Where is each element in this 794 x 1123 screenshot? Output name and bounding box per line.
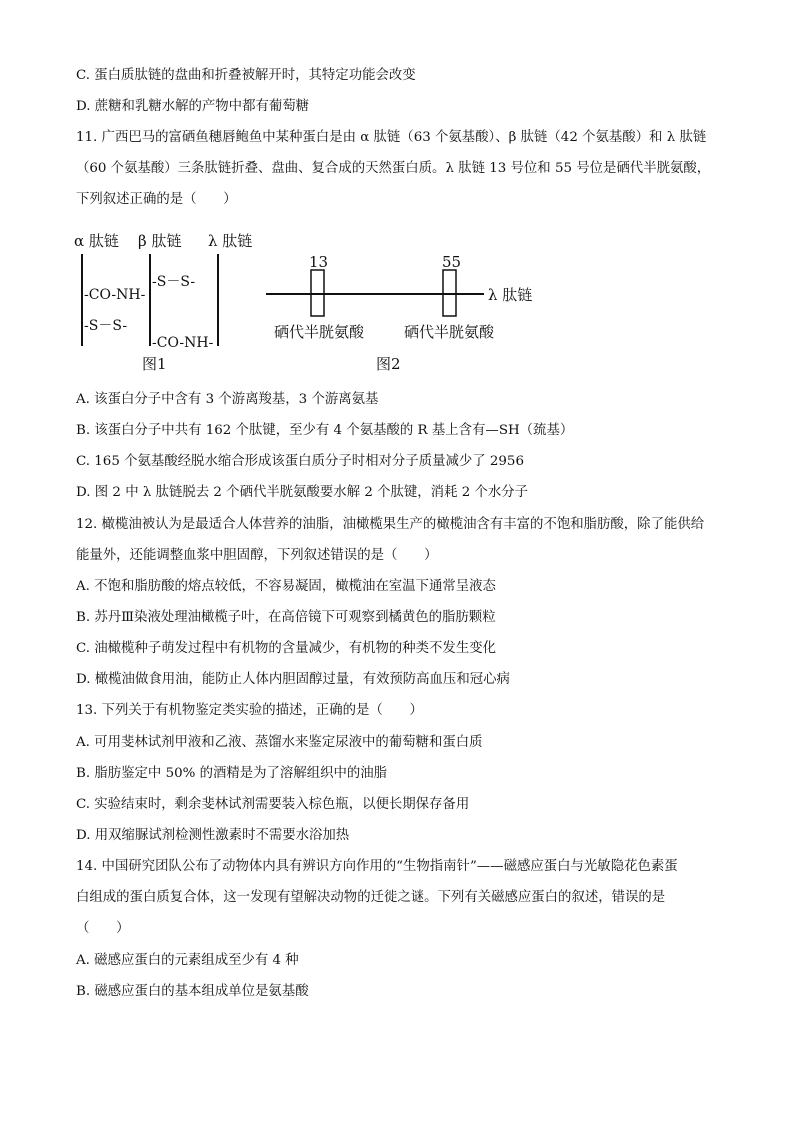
question-13-stem: 13. 下列关于有机物鉴定类实验的描述，正确的是（ ）	[76, 703, 423, 718]
lambda-chain-end-label: λ 肽链	[488, 286, 533, 304]
option-11b: B. 该蛋白分子中共有 162 个肽键，至少有 4 个氨基酸的 R 基上含有—SH（巯基）	[76, 423, 574, 438]
figure-1-caption: 图1	[142, 355, 167, 373]
question-14-stem-2: 白组成的蛋白质复合体，这一发现有望解决动物的迁徙之谜。下列有关磁感应蛋白的叙述，错误的是	[76, 890, 666, 905]
conh-bond-beta-lambda: -CO-NH-	[152, 335, 214, 351]
option-12c: C. 油橄榄种子萌发过程中有机物的含量减少，有机物的种类不发生变化	[76, 641, 496, 656]
residue-13-name: 硒代半胱氨酸	[274, 323, 365, 341]
alpha-chain-label: α 肽链	[74, 232, 119, 250]
question-11-stem-3: 下列叙述正确的是（ ）	[76, 192, 237, 207]
option-12a: A. 不饱和脂肪酸的熔点较低，不容易凝固，橄榄油在室温下通常呈液态	[76, 579, 496, 594]
question-12-stem-1: 12. 橄榄油被认为是最适合人体营养的油脂，油橄榄果生产的橄榄油含有丰富的不饱和脂肪酸，除了能供给	[76, 517, 705, 532]
option-11a: A. 该蛋白分子中含有 3 个游离羧基，3 个游离氨基	[76, 392, 379, 407]
option-13a: A. 可用斐林试剂甲液和乙液、蒸馏水来鉴定尿液中的葡萄糖和蛋白质	[76, 735, 483, 750]
question-11-stem-2: （60 个氨基酸）三条肽链折叠、盘曲、复合成的天然蛋白质。λ 肽链 13 号位和 55 号位是硒代半胱氨酸，	[76, 161, 711, 176]
option-12d: D. 橄榄油做食用油，能防止人体内胆固醇过量，有效预防高血压和冠心病	[76, 672, 510, 687]
position-55-label: 55	[442, 253, 462, 271]
question-14-stem-1: 14. 中国研究团队公布了动物体内具有辨识方向作用的“生物指南针”——磁感应蛋白与光敏隐花色素蛋	[76, 859, 678, 874]
beta-chain-label: β 肽链	[138, 232, 182, 250]
residue-55-name: 硒代半胱氨酸	[404, 323, 495, 341]
option-11c: C. 165 个氨基酸经脱水缩合形成该蛋白质分子时相对分子质量减少了 2956	[76, 454, 524, 469]
figure-2-caption: 图2	[376, 355, 401, 373]
question-12-stem-2: 能量外，还能调整血浆中胆固醇，下列叙述错误的是（ ）	[76, 548, 438, 563]
conh-bond-alpha-beta: -CO-NH-	[84, 287, 146, 303]
option-10d: D. 蔗糖和乳糖水解的产物中都有葡萄糖	[76, 99, 310, 114]
lambda-chain-label: λ 肽链	[208, 232, 253, 250]
option-11d: D. 图 2 中 λ 肽链脱去 2 个硒代半胱氨酸要水解 2 个肽键，消耗 2 个水分子	[76, 485, 529, 500]
option-13c: C. 实验结束时，剩余斐林试剂需要装入棕色瓶，以便长期保存备用	[76, 797, 470, 812]
question-14-stem-3: （ ）	[76, 921, 130, 936]
option-13b: B. 脂肪鉴定中 50% 的酒精是为了溶解组织中的油脂	[76, 766, 388, 781]
disulfide-bond-beta-lambda: -S－S-	[152, 274, 196, 290]
question-11-stem-1: 11. 广西巴马的富硒鱼穗唇鲍鱼中某种蛋白是由 α 肽链（63 个氨基酸）、β 肽链（42 个氨基酸）和 λ 肽链	[76, 130, 707, 145]
option-13d: D. 用双缩脲试剂检测性激素时不需要水浴加热	[76, 828, 350, 843]
figure-1	[74, 232, 252, 373]
option-10c: C. 蛋白质肽链的盘曲和折叠被解开时，其特定功能会改变	[76, 68, 416, 83]
figure-area	[70, 226, 570, 376]
option-14a: A. 磁感应蛋白的元素组成至少有 4 种	[76, 953, 299, 968]
option-14b: B. 磁感应蛋白的基本组成单位是氨基酸	[76, 984, 309, 999]
position-13-label: 13	[309, 253, 329, 271]
figure-2	[266, 253, 532, 373]
disulfide-bond-alpha-beta: -S－S-	[84, 318, 128, 334]
option-12b: B. 苏丹Ⅲ染液处理油橄榄子叶，在高倍镜下可观察到橘黄色的脂肪颗粒	[76, 610, 496, 625]
